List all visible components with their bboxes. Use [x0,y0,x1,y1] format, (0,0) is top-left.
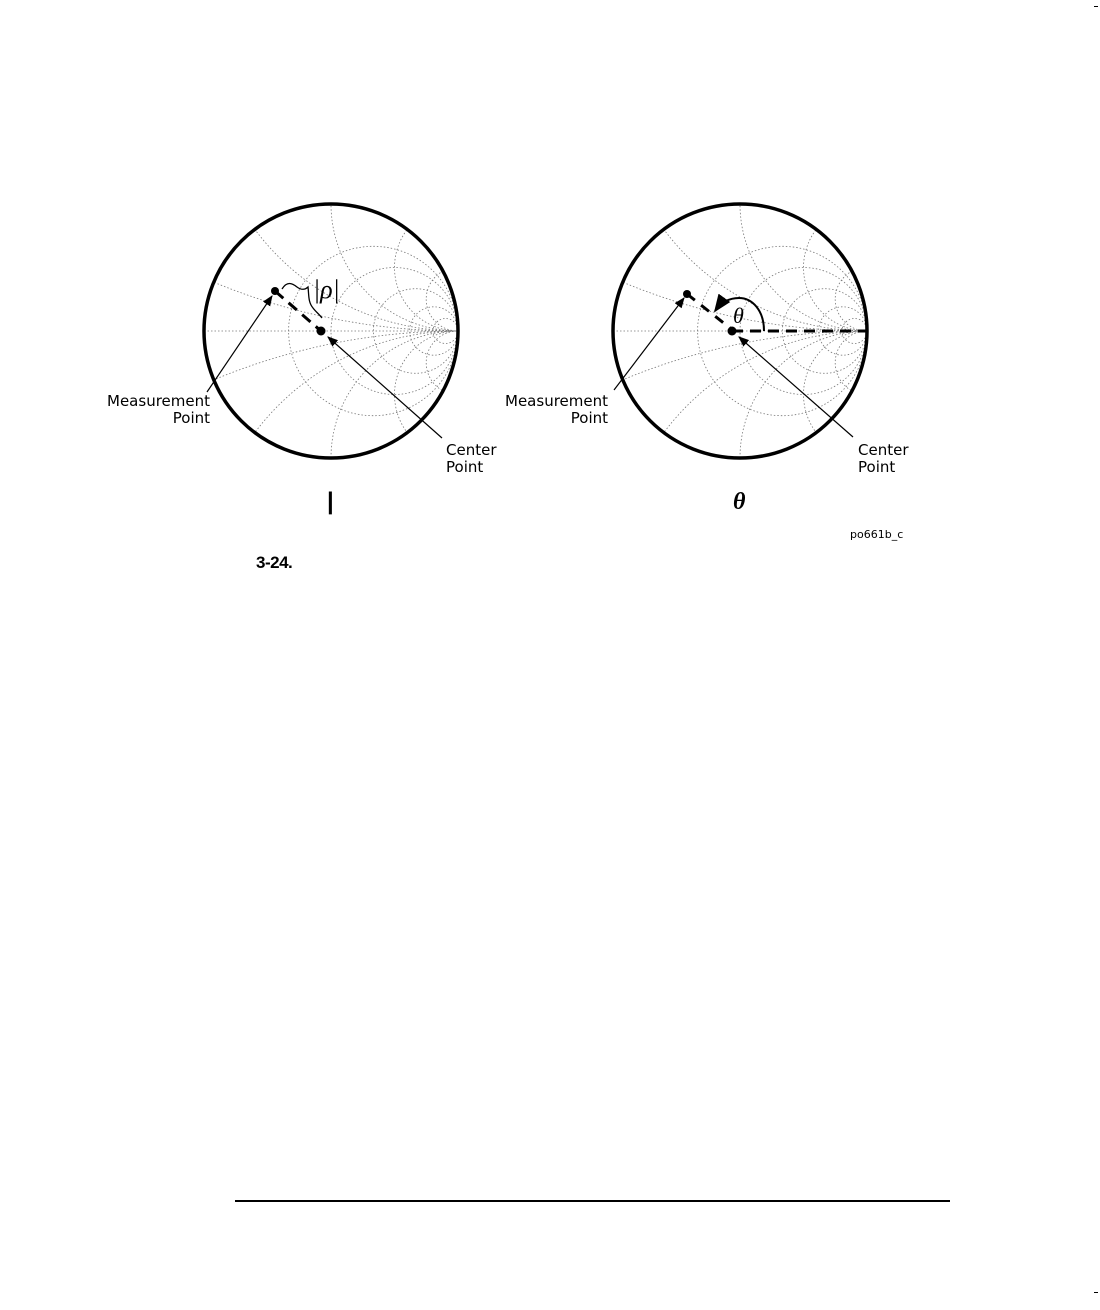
center-point-label-left: Center Point [446,441,497,476]
figure-ref-code: po661b_c [850,528,904,541]
theta-vector-line [687,294,730,328]
measurement-point-left [271,287,279,295]
right-caption-symbol: θ [733,489,746,515]
measurement-point-right [683,290,691,298]
left-caption-symbol: | [327,488,334,515]
edge-mark-top [1094,6,1098,7]
edge-mark-bottom [1094,1292,1098,1293]
smith-chart-figure [0,0,1100,600]
smith-chart-left [0,0,1093,600]
theta-label: θ [733,303,744,328]
figure-number: 3-24. [256,553,293,572]
center-point-left [317,327,326,336]
rho-label: |ρ| [313,275,340,304]
measurement-leader-left [207,296,272,392]
center-leader-right [739,337,853,437]
smith-chart-right [232,0,1100,600]
center-leader-left [328,337,442,438]
center-point-label-right: Center Point [858,441,909,476]
smith-grid-right [232,0,1100,600]
measurement-leader-right [614,298,684,390]
measurement-point-label-right: Measurement Point [505,392,608,427]
footer-rule [235,1200,950,1202]
smith-grid-left [0,0,1093,600]
measurement-point-label-left: Measurement Point [107,392,210,427]
